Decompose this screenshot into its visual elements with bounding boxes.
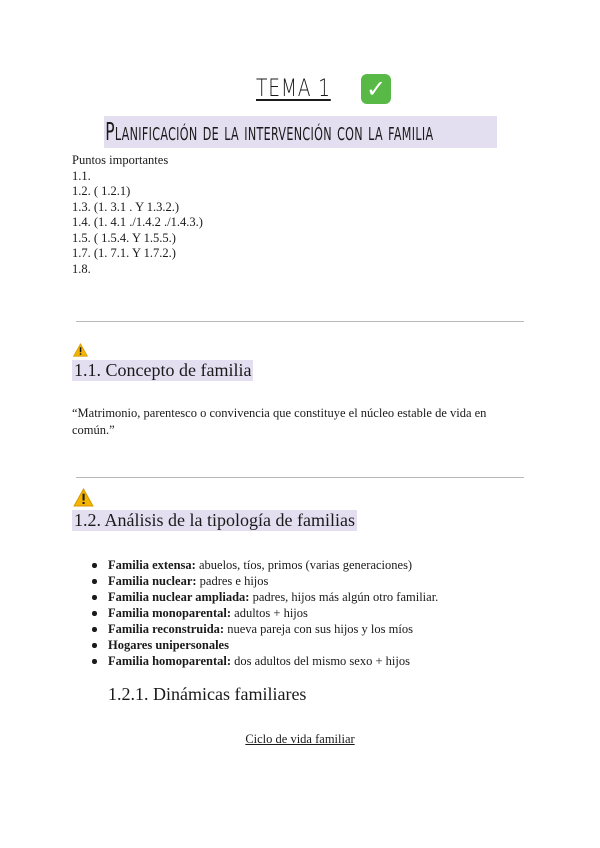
section-heading-tipologia: 1.2. Análisis de la tipología de familias — [74, 510, 355, 530]
list-item-term: Familia nuclear ampliada: — [108, 590, 250, 604]
document-title-text: Planificación de la intervención con la familia — [105, 117, 434, 146]
list-item — [90, 573, 438, 589]
list-item — [90, 589, 438, 605]
list-item-term: Familia homoparental: — [108, 654, 232, 668]
divider — [76, 321, 524, 322]
tema-header — [0, 70, 600, 110]
key-point-item: 1.4. (1. 4.1 ./1.4.2 ./1.4.3.) — [72, 215, 203, 229]
list-item-term: Familia monoparental: — [108, 606, 232, 620]
list-item-desc: padres e hijos — [196, 574, 269, 588]
key-point-item: 1.2. ( 1.2.1) — [72, 184, 131, 198]
key-point-item: 1.8. — [72, 261, 91, 276]
definition-quote: “Matrimonio, parentesco o convivencia que constituye el núcleo estable de vida en común.” — [72, 406, 487, 437]
list-item-term: Hogares unipersonales — [108, 638, 229, 652]
list-item-desc: padres, hijos más algún otro familiar. — [249, 590, 439, 604]
list-item-desc: abuelos, tíos, primos (varias generaciones) — [195, 558, 413, 572]
tema-title: TEMA 1 — [256, 74, 331, 102]
list-item — [90, 605, 438, 621]
key-point-item: 1.1. — [72, 168, 91, 183]
divider — [76, 477, 524, 478]
list-item — [90, 557, 438, 573]
family-types-list — [90, 557, 438, 669]
key-point-item: 1.5. ( 1.5.4. Y 1.5.5.) — [72, 230, 176, 245]
list-item-term: Familia nuclear: — [108, 574, 197, 588]
list-item-desc: nueva pareja con sus hijos y los míos — [224, 622, 413, 636]
warning-icon — [73, 488, 94, 507]
check-mark-icon: ✓ — [361, 74, 391, 104]
figure-caption: Ciclo de vida familiar — [245, 732, 355, 746]
warning-icon — [73, 343, 88, 357]
list-item-desc: adultos + hijos — [231, 606, 308, 620]
key-point-item: 1.3. (1. 3.1 . Y 1.3.2.) — [72, 199, 180, 214]
list-item-desc: dos adultos del mismo sexo + hijos — [231, 654, 410, 668]
key-point-item: 1.7. (1. 7.1. Y 1.7.2.) — [72, 246, 176, 260]
key-points-heading: Puntos importantes — [72, 153, 169, 167]
list-item-term: Familia reconstruida: — [108, 622, 225, 636]
key-points-list — [72, 153, 203, 277]
section-heading-concepto: 1.1. Concepto de familia — [74, 360, 252, 380]
document-title — [104, 116, 497, 148]
list-item-term: Familia extensa: — [108, 558, 196, 572]
list-item — [90, 653, 438, 669]
list-item — [90, 621, 438, 637]
subsection-heading-dinamicas: 1.2.1. Dinámicas familiares — [108, 684, 307, 704]
list-item — [90, 637, 438, 653]
